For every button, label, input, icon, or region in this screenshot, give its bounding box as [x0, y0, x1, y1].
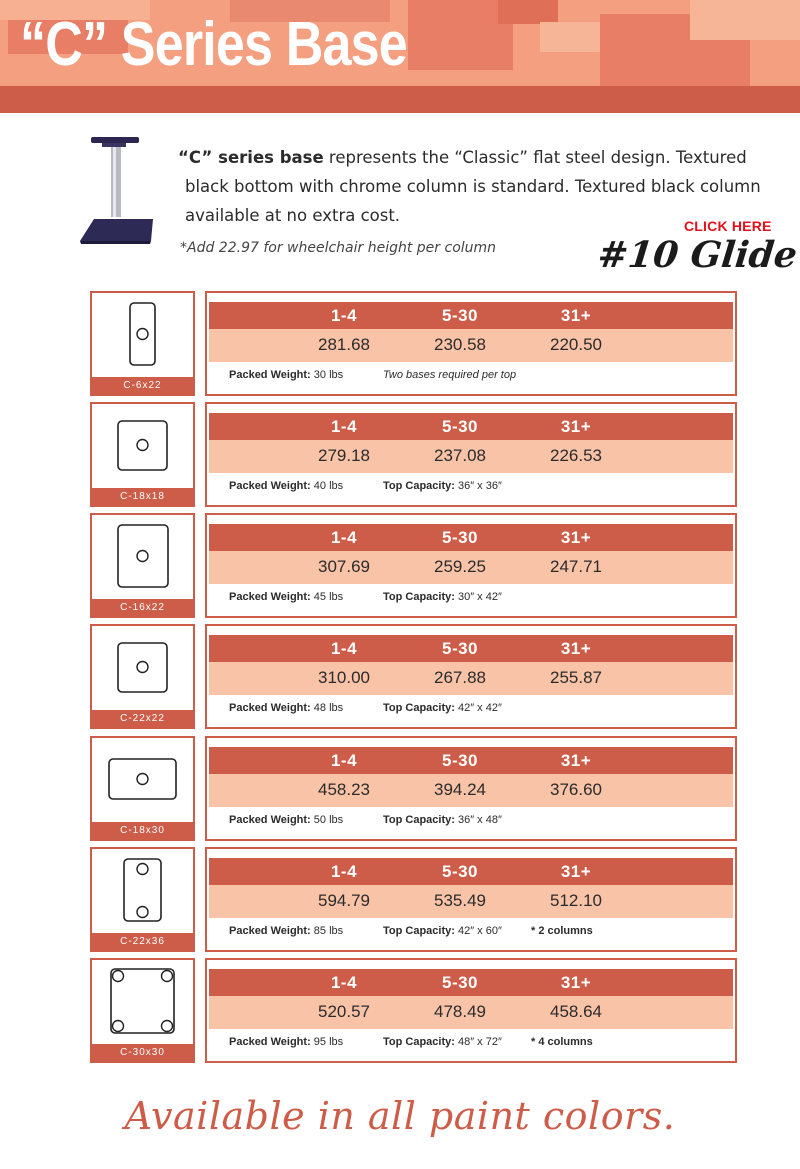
packed-weight-label: Packed Weight: — [229, 591, 311, 603]
header-banner — [0, 0, 800, 86]
price-values — [209, 440, 733, 473]
packed-weight-value: 95 lbs — [313, 1036, 344, 1048]
top-capacity — [383, 591, 502, 603]
column-hole — [162, 971, 173, 982]
price-panel — [205, 291, 737, 396]
model-label: C-6x22 — [92, 377, 193, 394]
packed-weight — [229, 369, 343, 381]
quantity-tier: 1-4 — [330, 528, 358, 547]
packed-weight — [229, 814, 343, 826]
model-label: C-18x18 — [92, 488, 193, 505]
packed-weight-label: Packed Weight: — [229, 1036, 311, 1048]
price-values — [209, 774, 733, 807]
base-diagram — [90, 847, 195, 952]
packed-weight-value: 30 lbs — [313, 369, 344, 381]
top-capacity — [383, 1036, 502, 1048]
top-capacity-label: Top Capacity: — [383, 814, 455, 826]
packed-weight — [229, 591, 343, 603]
base-outline — [124, 859, 161, 921]
packed-weight — [229, 702, 343, 714]
price-values — [209, 329, 733, 362]
base-outline — [118, 525, 168, 587]
price-value: 259.25 — [434, 557, 486, 576]
top-capacity-value: 48″ x 72″ — [457, 1036, 502, 1048]
price-panel — [205, 736, 737, 841]
footer-tagline: Available in all paint colors. — [124, 1094, 676, 1138]
quantity-tier: 5-30 — [441, 862, 479, 881]
intro-line-3: available at no extra cost. — [185, 206, 401, 225]
top-capacity-label: Top Capacity: — [383, 1036, 455, 1048]
price-value: 279.18 — [318, 446, 370, 465]
packed-weight-value: 85 lbs — [313, 925, 344, 937]
price-panel — [205, 624, 737, 729]
column-hole — [137, 440, 148, 451]
column-hole — [137, 662, 148, 673]
product-image — [78, 133, 158, 245]
model-label: C-30x30 — [92, 1044, 193, 1061]
quantity-tier: 5-30 — [441, 306, 479, 325]
column-hole — [137, 907, 148, 918]
base-footprint-diagram — [92, 515, 193, 599]
quantity-header — [209, 302, 733, 329]
price-panel — [205, 513, 737, 618]
packed-weight — [229, 925, 343, 937]
price-value: 255.87 — [550, 668, 602, 687]
base-footprint-diagram — [92, 404, 193, 488]
quantity-tier: 1-4 — [330, 306, 358, 325]
top-capacity-label: Top Capacity: — [383, 480, 455, 492]
row-note: Two bases required per top — [383, 369, 517, 381]
packed-weight — [229, 480, 343, 492]
quantity-tier: 1-4 — [330, 973, 358, 992]
packed-weight-value: 40 lbs — [313, 480, 344, 492]
base-outline — [109, 759, 176, 799]
price-value: 394.24 — [434, 780, 486, 799]
quantity-tier: 1-4 — [330, 417, 358, 436]
wheelchair-note: *Add 22.97 for wheelchair height per column — [180, 240, 497, 256]
quantity-header — [209, 747, 733, 774]
model-label: C-18x30 — [92, 822, 193, 839]
base-outline — [111, 969, 174, 1033]
base-diagram — [90, 291, 195, 396]
model-label: C-22x36 — [92, 933, 193, 950]
packed-weight-value: 45 lbs — [313, 591, 344, 603]
model-label: C-22x22 — [92, 710, 193, 727]
quantity-tier: 31+ — [560, 862, 592, 881]
quantity-tier: 31+ — [560, 751, 592, 770]
quantity-header — [209, 969, 733, 996]
price-value: 512.10 — [550, 891, 602, 910]
packed-weight-label: Packed Weight: — [229, 480, 311, 492]
base-footprint-diagram — [92, 293, 193, 377]
top-capacity — [383, 925, 502, 937]
price-values — [209, 885, 733, 918]
top-capacity-label: Top Capacity: — [383, 702, 455, 714]
price-value: 458.23 — [318, 780, 370, 799]
quantity-tier: 1-4 — [330, 751, 358, 770]
intro-line-1 — [178, 143, 778, 172]
base-diagram — [90, 402, 195, 507]
column-note-text: * 2 columns — [531, 925, 593, 937]
quantity-tier: 31+ — [560, 528, 592, 547]
packed-weight-value: 50 lbs — [313, 814, 344, 826]
column-hole — [137, 551, 148, 562]
base-outline — [118, 643, 167, 692]
price-value: 307.69 — [318, 557, 370, 576]
banner-tile — [690, 0, 800, 40]
base-outline — [130, 303, 155, 365]
top-capacity-label: Top Capacity: — [383, 925, 455, 937]
base-diagram — [90, 736, 195, 841]
click-here-link[interactable]: CLICK HERE — [684, 218, 772, 234]
price-value: 230.58 — [434, 335, 486, 354]
price-panel — [205, 847, 737, 952]
price-values — [209, 551, 733, 584]
base-row — [90, 291, 737, 396]
price-value: 535.49 — [434, 891, 486, 910]
price-value: 376.60 — [550, 780, 602, 799]
column-note — [531, 1036, 593, 1048]
price-value: 267.88 — [434, 668, 486, 687]
banner-tile — [498, 0, 558, 24]
model-label: C-16x22 — [92, 599, 193, 616]
top-capacity-label: Top Capacity: — [383, 591, 455, 603]
price-panel — [205, 402, 737, 507]
quantity-tier: 5-30 — [441, 639, 479, 658]
intro-line-1-rest: represents the “Classic” flat steel design. Textured — [323, 148, 747, 167]
top-capacity — [383, 480, 502, 492]
column-hole — [137, 329, 148, 340]
price-value: 520.57 — [318, 1002, 370, 1021]
base-diagram — [90, 513, 195, 618]
price-value: 237.08 — [434, 446, 486, 465]
base-footprint-diagram — [92, 849, 193, 933]
header-stripe — [0, 86, 800, 113]
base-footprint-diagram — [92, 960, 193, 1044]
column-hole — [137, 774, 148, 785]
column-hole — [113, 1021, 124, 1032]
price-values — [209, 662, 733, 695]
base-row — [90, 958, 737, 1063]
price-value: 310.00 — [318, 668, 370, 687]
glide-link[interactable]: #10 Glide — [595, 234, 800, 276]
quantity-tier: 5-30 — [441, 417, 479, 436]
quantity-tier: 31+ — [560, 306, 592, 325]
base-row — [90, 624, 737, 729]
packed-weight-label: Packed Weight: — [229, 925, 311, 937]
packed-weight-label: Packed Weight: — [229, 814, 311, 826]
price-value: 220.50 — [550, 335, 602, 354]
base-outline — [118, 421, 167, 470]
price-values — [209, 996, 733, 1029]
price-panel — [205, 958, 737, 1063]
intro-line-2: black bottom with chrome column is standard. Textured black column — [185, 177, 761, 196]
packed-weight-label: Packed Weight: — [229, 369, 311, 381]
quantity-header — [209, 635, 733, 662]
quantity-header — [209, 858, 733, 885]
base-diagram — [90, 958, 195, 1063]
quantity-tier: 5-30 — [441, 751, 479, 770]
column-hole — [113, 971, 124, 982]
quantity-tier: 1-4 — [330, 862, 358, 881]
intro-text — [178, 143, 778, 230]
base-diagram — [90, 624, 195, 729]
quantity-header — [209, 524, 733, 551]
intro-bold-lead: “C” series base — [178, 148, 324, 167]
price-value: 458.64 — [550, 1002, 602, 1021]
column-note-text: * 4 columns — [531, 1036, 593, 1048]
price-value: 247.71 — [550, 557, 602, 576]
packed-weight — [229, 1036, 343, 1048]
packed-weight-label: Packed Weight: — [229, 702, 311, 714]
price-value: 478.49 — [434, 1002, 486, 1021]
quantity-header — [209, 413, 733, 440]
top-capacity-value: 30″ x 42″ — [457, 591, 502, 603]
price-value: 594.79 — [318, 891, 370, 910]
packed-weight-value: 48 lbs — [313, 702, 344, 714]
price-value: 281.68 — [318, 335, 370, 354]
quantity-tier: 31+ — [560, 973, 592, 992]
top-capacity — [383, 702, 502, 714]
base-row — [90, 847, 737, 952]
top-capacity-value: 36″ x 36″ — [457, 480, 502, 492]
base-row — [90, 736, 737, 841]
page-title: “C” Series Base — [20, 10, 407, 79]
top-capacity-value: 42″ x 42″ — [457, 702, 502, 714]
quantity-tier: 1-4 — [330, 639, 358, 658]
column-note — [531, 925, 593, 937]
quantity-tier: 31+ — [560, 639, 592, 658]
top-capacity-value: 42″ x 60″ — [457, 925, 502, 937]
column-hole — [162, 1021, 173, 1032]
base-footprint-diagram — [92, 738, 193, 822]
base-row — [90, 402, 737, 507]
top-capacity-value: 36″ x 48″ — [457, 814, 502, 826]
quantity-tier: 5-30 — [441, 528, 479, 547]
quantity-tier: 5-30 — [441, 973, 479, 992]
base-footprint-diagram — [92, 626, 193, 710]
top-capacity — [383, 814, 502, 826]
price-value: 226.53 — [550, 446, 602, 465]
column-hole — [137, 864, 148, 875]
quantity-tier: 31+ — [560, 417, 592, 436]
base-row — [90, 513, 737, 618]
